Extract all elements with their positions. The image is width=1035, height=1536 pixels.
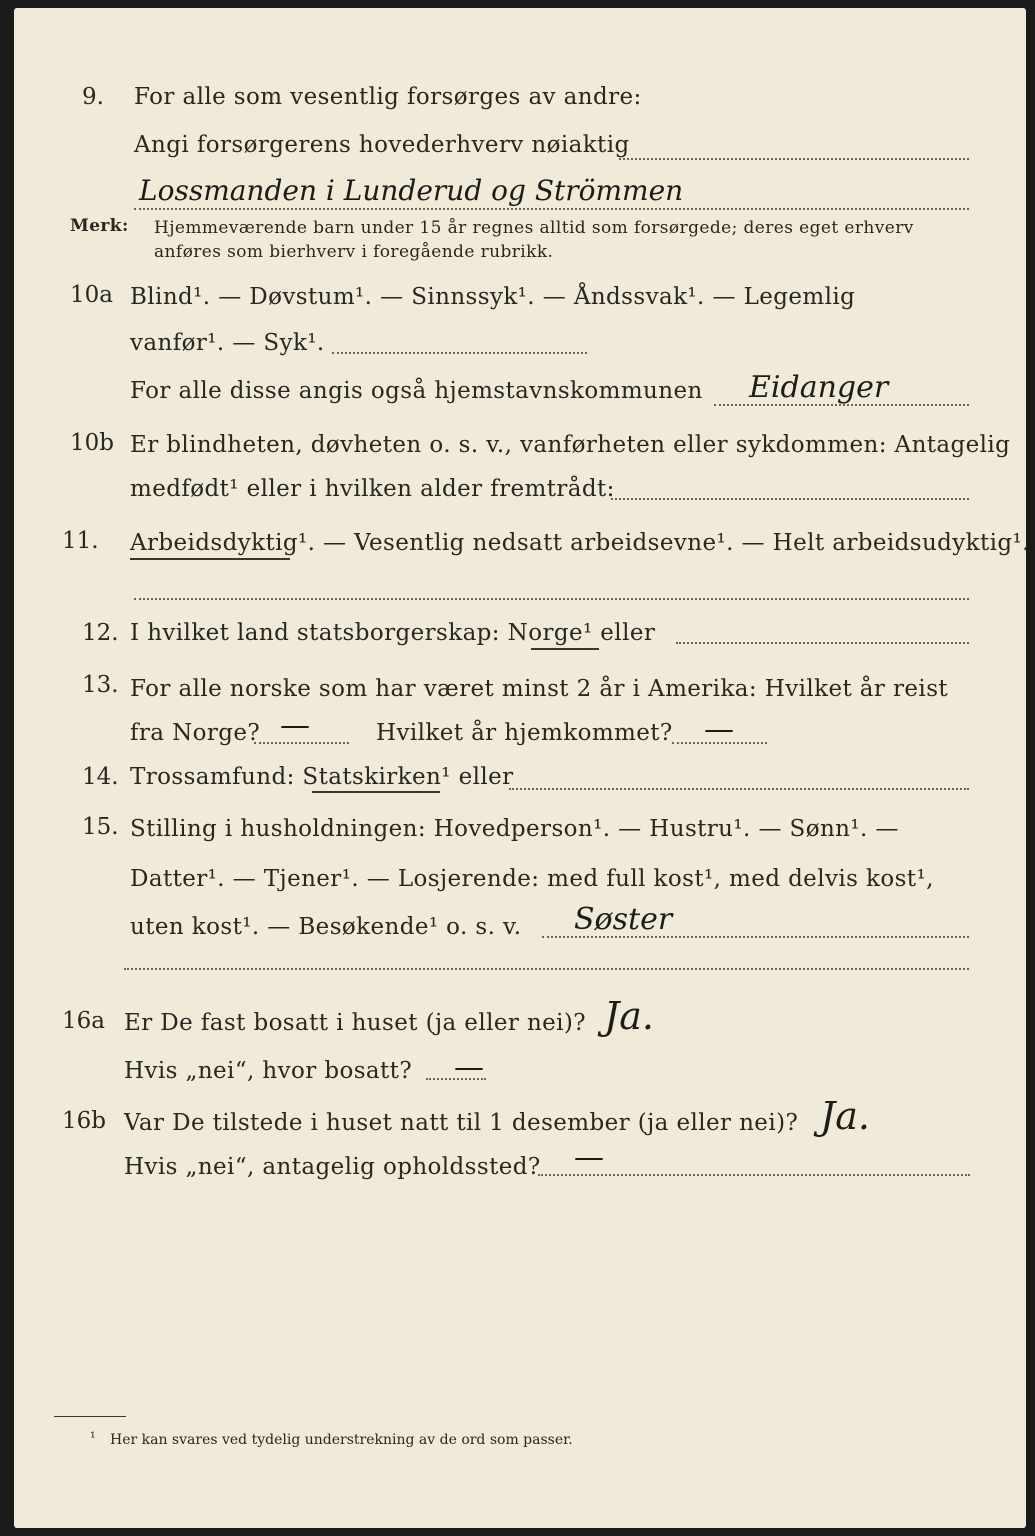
q16a-number: 16a bbox=[62, 1008, 105, 1034]
q15-handwritten-answer: Søster bbox=[574, 902, 673, 937]
q9-note-line1: Hjemmeværende barn under 15 år regnes alltid som forsørgede; deres eget erhverv bbox=[154, 218, 914, 238]
q15-line2: Datter¹. — Tjener¹. — Losjerende: med full kost¹, med delvis kost¹, bbox=[130, 866, 934, 892]
q9-handwritten-answer: Lossmanden i Lunderud og Strömmen bbox=[139, 174, 684, 207]
q11-line1: Arbeidsdyktig¹. — Vesentlig nedsatt arbeidsevne¹. — Helt arbeidsudyktig¹. bbox=[130, 530, 1030, 556]
q16b-line2: Hvis „nei“, antagelig opholdssted? bbox=[124, 1154, 541, 1180]
q15-answer-dots bbox=[542, 936, 969, 938]
q14-answer-dots bbox=[509, 788, 969, 790]
q16b-handwritten-answer1: Ja. bbox=[820, 1094, 870, 1138]
q12-line1: I hvilket land statsborgerskap: Norge¹ eller bbox=[130, 620, 656, 646]
q9-number: 9. bbox=[82, 84, 104, 110]
q11-number: 11. bbox=[62, 528, 99, 554]
q9-note-label: Merk: bbox=[70, 216, 129, 236]
q12-answer-dots bbox=[676, 642, 969, 644]
q16b-handwritten-answer2: — bbox=[574, 1140, 604, 1175]
q13-handwritten-answer-a: — bbox=[280, 708, 310, 743]
q14-underline-statskirken bbox=[312, 791, 440, 793]
q9-line1: For alle som vesentlig forsørges av andre: bbox=[134, 84, 642, 110]
q11-underline-arbeidsdyktig bbox=[130, 558, 290, 560]
q10a-number: 10a bbox=[70, 282, 113, 308]
q13-number: 13. bbox=[82, 672, 119, 698]
q10a-answer-dots bbox=[714, 404, 969, 406]
q10a-handwritten-answer: Eidanger bbox=[749, 370, 889, 405]
q10a-line3: For alle disse angis også hjemstavnskommunen bbox=[130, 378, 703, 404]
q15-extra-line bbox=[124, 968, 969, 970]
footnote-marker: ¹ bbox=[90, 1430, 96, 1446]
q13-handwritten-answer-b: — bbox=[704, 712, 734, 747]
q9-answer-dots bbox=[619, 158, 969, 160]
q14-number: 14. bbox=[82, 764, 119, 790]
q16b-number: 16b bbox=[62, 1108, 106, 1134]
q14-line1: Trossamfund: Statskirken¹ eller bbox=[130, 764, 514, 790]
q10a-syk-dots bbox=[332, 352, 587, 354]
q13-line1: For alle norske som har været minst 2 år i Amerika: Hvilket år reist bbox=[130, 676, 949, 702]
q15-line1: Stilling i husholdningen: Hovedperson¹. — Hustru¹. — Sønn¹. — bbox=[130, 816, 899, 842]
q10b-line1: Er blindheten, døvheten o. s. v., vanførheten eller sykdommen: Antagelig bbox=[130, 432, 1011, 458]
q10a-line1: Blind¹. — Døvstum¹. — Sinnssyk¹. — Åndssvak¹. — Legemlig bbox=[130, 284, 856, 310]
q10b-line2: medfødt¹ eller i hvilken alder fremtrådt: bbox=[130, 476, 615, 502]
q16a-handwritten-answer2: — bbox=[454, 1050, 484, 1085]
q12-underline-norge bbox=[531, 648, 599, 650]
q13-line2b: Hvilket år hjemkommet? bbox=[376, 720, 673, 746]
q16b-line1: Var De tilstede i huset natt til 1 desember (ja eller nei)? bbox=[124, 1110, 799, 1136]
q9-note-line2: anføres som bierhverv i foregående rubrikk. bbox=[154, 242, 554, 262]
q15-number: 15. bbox=[82, 814, 119, 840]
q9-answer-line bbox=[134, 208, 969, 210]
q10b-answer-dots bbox=[611, 498, 969, 500]
q15-line3: uten kost¹. — Besøkende¹ o. s. v. bbox=[130, 914, 522, 940]
q16a-line1: Er De fast bosatt i huset (ja eller nei)? bbox=[124, 1010, 587, 1036]
q16a-handwritten-answer1: Ja. bbox=[604, 994, 654, 1038]
footnote-rule bbox=[54, 1416, 126, 1417]
q16a-line2: Hvis „nei“, hvor bosatt? bbox=[124, 1058, 413, 1084]
q10a-line2: vanfør¹. — Syk¹. bbox=[130, 330, 325, 356]
census-form-page bbox=[14, 8, 1030, 1528]
q12-number: 12. bbox=[82, 620, 119, 646]
q9-line2: Angi forsørgerens hovederhverv nøiaktig bbox=[134, 132, 630, 158]
q10b-number: 10b bbox=[70, 430, 114, 456]
q11-answer-dots bbox=[134, 598, 969, 600]
q13-line2a: fra Norge? bbox=[130, 720, 261, 746]
footnote-text: Her kan svares ved tydelig understrekning av de ord som passer. bbox=[110, 1432, 573, 1448]
